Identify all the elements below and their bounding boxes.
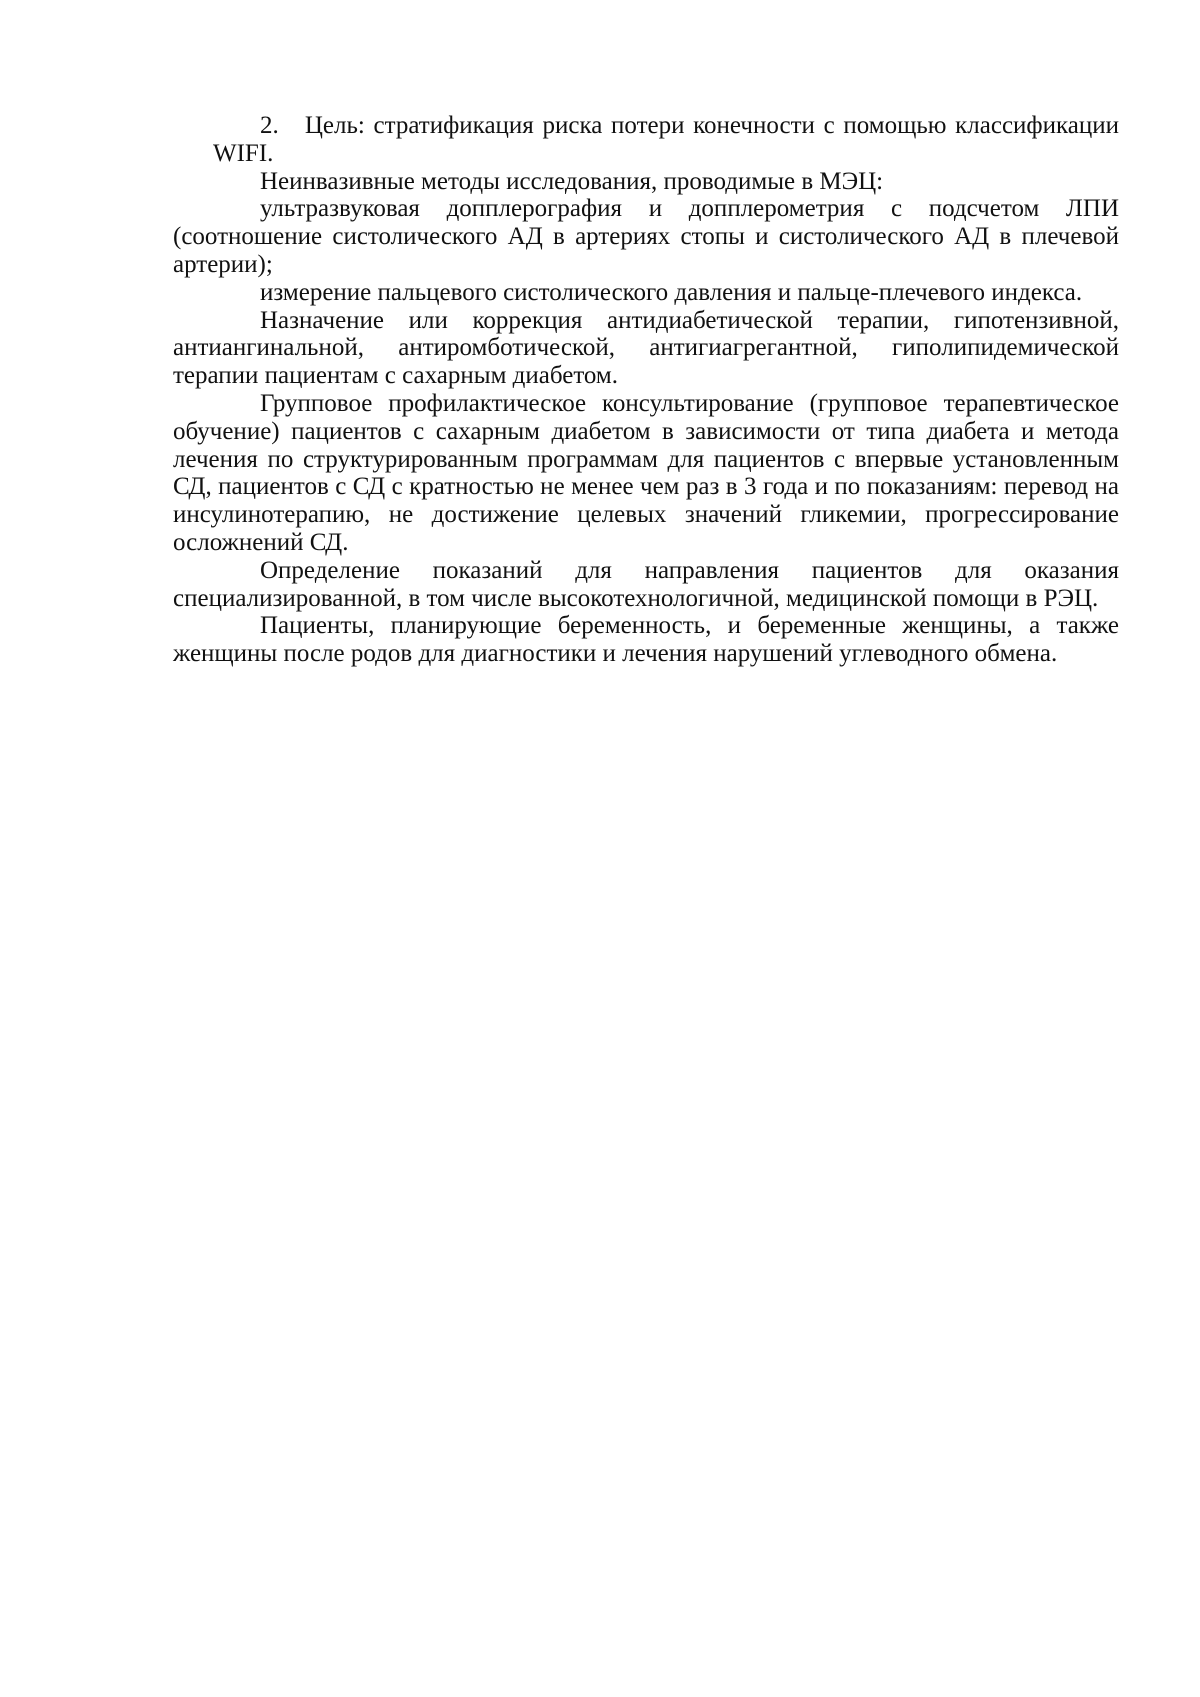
paragraph-therapy: Назначение или коррекция антидиабетической терапии, гипотензивной, антиангинальной, антиромботической, антигиагрегантной, гиполипидемической терапии пациентам с сахарным диабетом. bbox=[173, 306, 1119, 390]
paragraph-goal: 2. Цель: стратификация риска потери конечности с помощью классификации WIFI. bbox=[213, 112, 1119, 167]
paragraph-toe-pressure: измерение пальцевого систолического давления и пальце-плечевого индекса. bbox=[260, 278, 1083, 306]
paragraph-group-counseling: Групповое профилактическое консультирование (групповое терапевтическое обучение) пациентов с сахарным диабетом в зависимости от типа диабета и метода лечения по структурированным программам для пациентов с впервые установленным СД, пациентов с СД с кратностью не менее чем раз в 3 года и по показаниям: перевод на инсулинотерапию, не достижение целевых значений гликемии, прогрессирование осложнений СД. bbox=[173, 389, 1119, 556]
document-body bbox=[173, 112, 1119, 668]
paragraph-pregnancy: Пациенты, планирующие беременность, и беременные женщины, а также женщины после родов для диагностики и лечения нарушений углеводного обмена. bbox=[173, 612, 1119, 668]
paragraph-noninvasive-methods: Неинвазивные методы исследования, проводимые в МЭЦ: bbox=[260, 167, 884, 195]
paragraph-referral: Определение показаний для направления пациентов для оказания специализированной, в том числе высокотехнологичной, медицинской помощи в РЭЦ. bbox=[173, 556, 1119, 612]
paragraph-doppler: ультразвуковая допплерография и допплерометрия с подсчетом ЛПИ (соотношение систолического АД в артериях стопы и систолического АД в плечевой артерии); bbox=[173, 195, 1119, 278]
